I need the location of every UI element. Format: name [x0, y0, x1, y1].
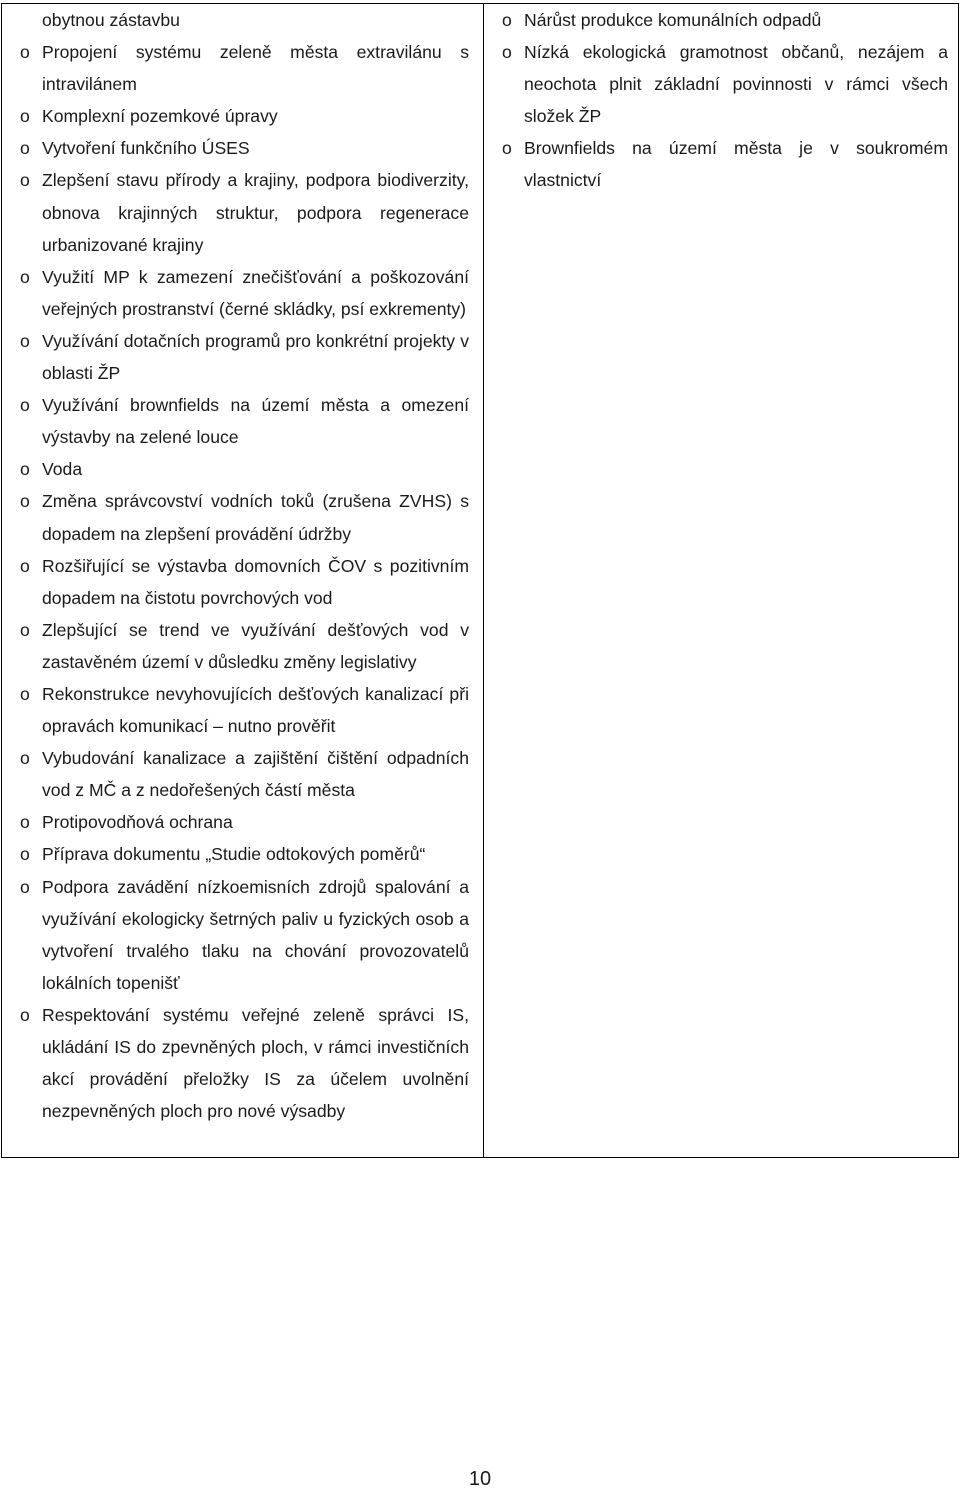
list-item: o Nízká ekologická gramotnost občanů, nezájem a neochota plnit základní povinnosti v rámci všech složek ŽP	[502, 36, 948, 132]
document-table	[1, 3, 959, 1158]
page-number: 10	[468, 1468, 492, 1490]
list-item: o Respektování systému veřejné zeleně správci IS, ukládání IS do zpevněných ploch, v rámci investičních akcí provádění přeložky IS za účelem uvolnění nezpevněných ploch pro nové výsadby	[20, 999, 469, 1127]
list-item: o Komplexní pozemkové úpravy	[20, 100, 469, 132]
right-column	[484, 4, 958, 1157]
list-item: o Zlepšení stavu přírody a krajiny, podpora biodiverzity, obnova krajinných struktur, podpora regenerace urbanizované krajiny	[20, 164, 469, 260]
list-item: o Voda	[20, 453, 469, 485]
list-item: o Rozšiřující se výstavba domovních ČOV s pozitivním dopadem na čistotu povrchových vod	[20, 550, 469, 614]
right-list	[502, 4, 948, 197]
list-item: o Příprava dokumentu „Studie odtokových poměrů“	[20, 838, 469, 870]
list-item: obytnou zástavbu	[42, 10, 180, 30]
list-item: o Propojení systému zeleně města extravilánu s intravilánem	[20, 36, 469, 100]
list-item: o Využívání brownfields na území města a omezení výstavby na zelené louce	[20, 389, 469, 453]
list-item: o Nárůst produkce komunálních odpadů	[502, 4, 948, 36]
left-column	[2, 4, 484, 1157]
list-item: o Podpora zavádění nízkoemisních zdrojů spalování a využívání ekologicky šetrných paliv u fyzických osob a vytvoření trvalého tlaku na chování provozovatelů lokálních topenišť	[20, 871, 469, 999]
list-item: o Změna správcovství vodních toků (zrušena ZVHS) s dopadem na zlepšení provádění údržby	[20, 485, 469, 549]
list-item: o Protipovodňová ochrana	[20, 806, 469, 838]
list-item: o Využití MP k zamezení znečišťování a poškozování veřejných prostranství (černé skládky, psí exkrementy)	[20, 261, 469, 325]
list-item: o Brownfields na území města je v soukromém vlastnictví	[502, 132, 948, 196]
left-list	[20, 4, 469, 1127]
list-item: o Využívání dotačních programů pro konkrétní projekty v oblasti ŽP	[20, 325, 469, 389]
list-item: o Vytvoření funkčního ÚSES	[20, 132, 469, 164]
list-item: o Zlepšující se trend ve využívání dešťových vod v zastavěném území v důsledku změny legislativy	[20, 614, 469, 678]
list-item: o Vybudování kanalizace a zajištění čištění odpadních vod z MČ a z nedořešených částí města	[20, 742, 469, 806]
list-item: o Rekonstrukce nevyhovujících dešťových kanalizací při opravách komunikací – nutno prověřit	[20, 678, 469, 742]
